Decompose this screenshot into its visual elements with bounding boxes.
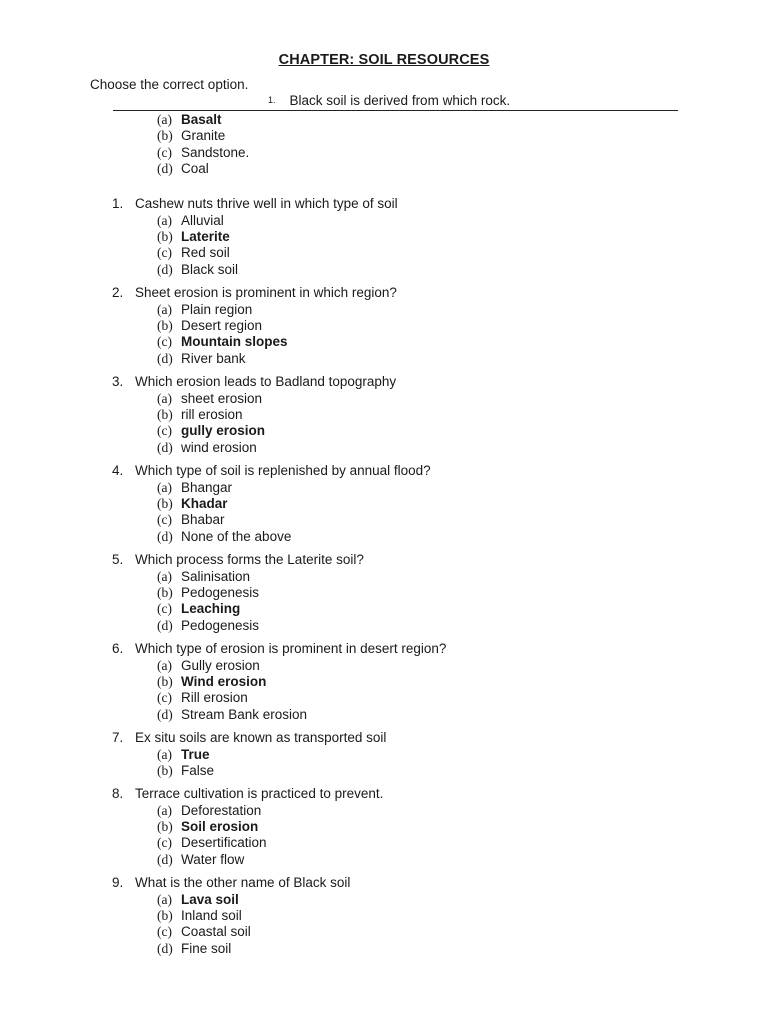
- question-line: [112, 875, 350, 891]
- option-text: Leaching: [181, 601, 241, 617]
- option-letter: (d): [157, 851, 173, 867]
- option-text: Lava soil: [181, 891, 239, 907]
- answer-option: [157, 262, 238, 278]
- option-text: Soil erosion: [181, 818, 259, 834]
- answer-option: [157, 835, 267, 851]
- answer-option: [157, 763, 214, 779]
- question-line: [112, 285, 397, 301]
- question-text: Sheet erosion is prominent in which region?: [135, 285, 397, 300]
- question-number: 1.: [112, 196, 124, 211]
- option-letter: (a): [157, 891, 172, 907]
- option-text: River bank: [181, 350, 246, 366]
- option-letter: (d): [157, 617, 173, 633]
- horizontal-rule: [113, 110, 678, 111]
- option-letter: (b): [157, 228, 173, 244]
- answer-option: [157, 618, 259, 634]
- option-letter: (c): [157, 144, 172, 160]
- answer-option: [157, 908, 242, 924]
- answer-option: [157, 601, 240, 617]
- option-text: False: [181, 762, 215, 778]
- option-text: Wind erosion: [181, 673, 267, 689]
- option-text: rill erosion: [181, 406, 243, 422]
- option-letter: (b): [157, 762, 173, 778]
- option-text: Bhabar: [181, 512, 225, 528]
- option-text: Coastal soil: [181, 924, 251, 940]
- answer-option: [157, 819, 258, 835]
- answer-option: [157, 318, 262, 334]
- question-number: 8.: [112, 786, 124, 801]
- answer-option: [157, 334, 288, 350]
- question-number: 1.: [268, 95, 276, 105]
- option-letter: (a): [157, 212, 172, 228]
- question-line: [112, 374, 396, 390]
- option-text: Khadar: [181, 495, 228, 511]
- option-text: gully erosion: [181, 423, 266, 439]
- option-letter: (d): [157, 706, 173, 722]
- page-title: CHAPTER: SOIL RESOURCES: [278, 52, 490, 68]
- answer-option: [157, 852, 244, 868]
- option-letter: (c): [157, 690, 172, 706]
- option-text: Laterite: [181, 228, 230, 244]
- option-letter: (a): [157, 568, 172, 584]
- answer-option: [157, 529, 291, 545]
- option-letter: (a): [157, 479, 172, 495]
- option-text: Basalt: [181, 112, 222, 127]
- option-text: Desertification: [181, 835, 267, 851]
- option-text: Salinisation: [181, 568, 251, 584]
- answer-option: [157, 145, 249, 161]
- answer-option: [157, 161, 209, 177]
- option-letter: (c): [157, 512, 172, 528]
- answer-option: [157, 229, 230, 245]
- option-letter: (b): [157, 406, 173, 422]
- answer-option: [157, 512, 225, 528]
- option-text: Rill erosion: [181, 690, 248, 706]
- answer-option: [157, 423, 265, 439]
- option-text: sheet erosion: [181, 390, 263, 406]
- instruction-text: Choose the correct option.: [90, 77, 249, 92]
- option-letter: (c): [157, 423, 172, 439]
- option-text: Granite: [181, 128, 226, 144]
- option-letter: (d): [157, 161, 173, 177]
- question-text: What is the other name of Black soil: [135, 875, 351, 890]
- option-letter: (b): [157, 495, 173, 511]
- option-letter: (a): [157, 746, 172, 762]
- question-line: [112, 786, 383, 802]
- option-text: Alluvial: [181, 212, 224, 228]
- question-number: 4.: [112, 463, 124, 478]
- option-text: Fine soil: [181, 940, 232, 956]
- option-letter: (a): [157, 112, 172, 127]
- question-line: [112, 552, 364, 568]
- question-number: 7.: [112, 730, 124, 745]
- option-text: Inland soil: [181, 907, 242, 923]
- option-letter: (a): [157, 802, 172, 818]
- answer-option: [157, 803, 261, 819]
- option-text: Bhangar: [181, 479, 233, 495]
- question-number: 9.: [112, 875, 124, 890]
- question-number: 6.: [112, 641, 124, 656]
- question-text: Which type of soil is replenished by annual flood?: [135, 463, 431, 478]
- option-letter: (c): [157, 601, 172, 617]
- answer-option: [157, 496, 228, 512]
- option-letter: (a): [157, 301, 172, 317]
- option-letter: (b): [157, 317, 173, 333]
- option-text: Deforestation: [181, 802, 262, 818]
- option-letter: (b): [157, 818, 173, 834]
- option-text: Sandstone.: [181, 144, 250, 160]
- answer-option: [157, 747, 210, 763]
- answer-option: [157, 924, 251, 940]
- answer-option: [157, 674, 266, 690]
- answer-option: [157, 690, 248, 706]
- option-letter: (d): [157, 940, 173, 956]
- answer-option: [157, 302, 252, 318]
- option-letter: (d): [157, 439, 173, 455]
- question-text: Terrace cultivation is practiced to prevent.: [135, 786, 384, 801]
- option-text: Water flow: [181, 851, 245, 867]
- option-letter: (b): [157, 907, 173, 923]
- question-text: Ex situ soils are known as transported soil: [135, 730, 387, 745]
- answer-option: [157, 658, 260, 674]
- option-text: Coal: [181, 161, 209, 177]
- option-text: Desert region: [181, 317, 263, 333]
- answer-option: [157, 892, 239, 908]
- option-letter: (b): [157, 584, 173, 600]
- answer-option: [157, 213, 224, 229]
- option-text: Gully erosion: [181, 657, 260, 673]
- question-text: Which erosion leads to Badland topography: [135, 374, 397, 389]
- option-letter: (d): [157, 528, 173, 544]
- answer-option: [157, 245, 230, 261]
- answer-option: [157, 569, 250, 585]
- option-letter: (b): [157, 673, 173, 689]
- question-text: Which process forms the Laterite soil?: [135, 552, 364, 567]
- option-text: wind erosion: [181, 439, 257, 455]
- question-line: [112, 463, 431, 479]
- question-text: Black soil is derived from which rock.: [289, 93, 511, 108]
- question-line: [112, 730, 386, 746]
- option-letter: (b): [157, 128, 173, 144]
- option-letter: (d): [157, 350, 173, 366]
- option-text: Mountain slopes: [181, 334, 288, 350]
- answer-option: [157, 351, 246, 367]
- answer-option: [157, 585, 259, 601]
- option-letter: (a): [157, 390, 172, 406]
- option-text: None of the above: [181, 528, 292, 544]
- answer-option: [157, 112, 222, 128]
- option-letter: (c): [157, 334, 172, 350]
- option-letter: (c): [157, 245, 172, 261]
- question-number: 2.: [112, 285, 124, 300]
- question-number: 3.: [112, 374, 124, 389]
- option-text: True: [181, 746, 210, 762]
- answer-option: [157, 480, 232, 496]
- first-question: [268, 93, 510, 108]
- answer-option: [157, 440, 257, 456]
- option-text: Red soil: [181, 245, 230, 261]
- question-text: Cashew nuts thrive well in which type of soil: [135, 196, 398, 211]
- option-text: Stream Bank erosion: [181, 706, 308, 722]
- option-letter: (c): [157, 835, 172, 851]
- answer-option: [157, 407, 243, 423]
- option-letter: (c): [157, 924, 172, 940]
- question-text: Which type of erosion is prominent in desert region?: [135, 641, 447, 656]
- option-text: Plain region: [181, 301, 253, 317]
- answer-option: [157, 941, 231, 957]
- option-text: Pedogenesis: [181, 617, 260, 633]
- answer-option: [157, 391, 262, 407]
- answer-option: [157, 707, 307, 723]
- option-text: Black soil: [181, 261, 239, 277]
- option-letter: (d): [157, 261, 173, 277]
- question-line: [112, 196, 398, 212]
- option-text: Pedogenesis: [181, 584, 260, 600]
- option-letter: (a): [157, 657, 172, 673]
- answer-option: [157, 128, 225, 144]
- question-number: 5.: [112, 552, 124, 567]
- question-line: [112, 641, 446, 657]
